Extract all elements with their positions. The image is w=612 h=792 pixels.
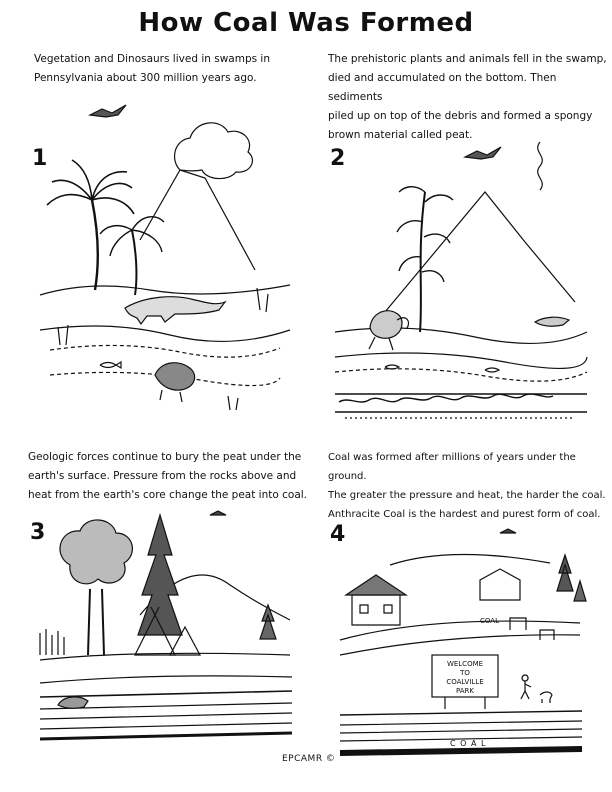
illustration-burial (30, 505, 300, 750)
panel-number-2: 2 (330, 146, 346, 171)
creature-icon (155, 363, 195, 390)
caption-panel-1: Vegetation and Dinosaurs lived in swamps in Pennsylvania about 300 million years ago. (34, 53, 270, 84)
palm-tree-icon (47, 160, 134, 214)
page-title: How Coal Was Formed (138, 8, 474, 38)
sign-line-welcome: WELCOME (446, 660, 484, 668)
coal-label: C O A L (450, 739, 487, 748)
tree-icon (60, 520, 132, 584)
coal-seam (340, 749, 582, 753)
pine-tree-icon (138, 515, 182, 635)
illustration-swamp (30, 90, 300, 420)
bird-icon (500, 529, 516, 533)
sign-line-park: PARK (455, 687, 475, 695)
welcome-sign (432, 655, 498, 709)
panel-number-4: 4 (330, 522, 346, 547)
fern-icon (397, 187, 453, 282)
pterodactyl-icon (90, 105, 126, 117)
animal-icon (58, 697, 88, 708)
illustration-coalville (330, 505, 592, 767)
panel-number-1: 1 (32, 146, 48, 171)
bird-icon (210, 511, 226, 515)
rock-layer (40, 691, 292, 697)
coal-label-small: COAL (480, 617, 499, 625)
peat-layer (339, 394, 553, 402)
dog-icon (540, 692, 552, 703)
credit: EPCAMR © (282, 754, 336, 764)
caption-panel-4: Coal was formed after millions of years under the ground. The greater the pressure and heat, the harder the coal. Anthracite Coal is the hardest and purest form of coal. (328, 452, 606, 520)
house-icon (346, 575, 406, 625)
volcano-smoke (175, 123, 253, 179)
coal-seam (40, 733, 292, 739)
pterodactyl-icon (465, 147, 501, 159)
dinosaur-icon (125, 297, 225, 324)
sign-line-to: TO (460, 669, 470, 677)
person-icon (521, 675, 531, 699)
panel-number-3: 3 (30, 520, 46, 545)
sign-line-coalville: COALVILLE (446, 678, 484, 686)
rock-layer (340, 721, 582, 741)
illustration-peat (325, 132, 595, 422)
caption-panel-2: The prehistoric plants and animals fell in the swamp, died and accumulated on the bottom. Then sediments piled up on top of the debris and formed a spongy brown material called peat. (328, 53, 607, 141)
animal-icon (370, 311, 402, 339)
caption-panel-3: Geologic forces continue to bury the peat under the earth's surface. Pressure from the rocks above and heat from the earth's core change the peat into coal. (28, 451, 308, 501)
